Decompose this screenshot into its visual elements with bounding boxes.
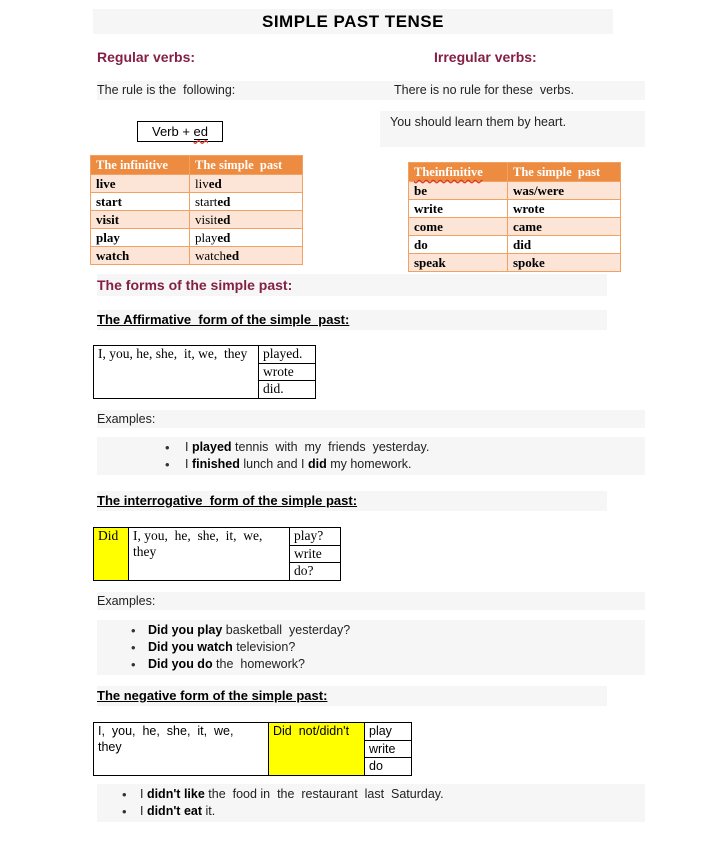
verb-form-cell: write bbox=[290, 545, 341, 563]
interrogative-form-table bbox=[93, 527, 341, 581]
regular-rule-text: The rule is the following: bbox=[97, 83, 236, 97]
negative-form-table bbox=[93, 722, 412, 776]
learn-note-row bbox=[380, 111, 645, 147]
irregular-verbs-table bbox=[408, 162, 621, 272]
example-sentence: • Did you watch television? bbox=[97, 639, 645, 656]
verb-form-cell: play? bbox=[290, 528, 341, 546]
subject-pronouns-cell: I, you, he, she, it, we, they bbox=[129, 528, 290, 581]
affirmative-examples-list bbox=[97, 437, 645, 475]
form-table-row bbox=[94, 346, 316, 364]
forms-section-heading: The forms of the simple past: bbox=[97, 274, 607, 296]
subject-pronouns-cell: I, you, he, she, it, we, they bbox=[94, 723, 269, 776]
irregular-col-infinitive-header: Theinfinitive bbox=[409, 163, 508, 182]
simple-past-cell: came bbox=[508, 218, 621, 236]
irregular-table-row bbox=[409, 254, 621, 272]
verb-form-cell: wrote bbox=[259, 363, 316, 381]
past-ed-suffix: ed bbox=[217, 211, 231, 227]
infinitive-cell: live bbox=[91, 175, 190, 193]
regular-table-row bbox=[91, 229, 303, 247]
irregular-table-row bbox=[409, 218, 621, 236]
infinitive-cell: come bbox=[409, 218, 508, 236]
verb-form-cell: do bbox=[365, 758, 412, 776]
past-stem: visit bbox=[195, 211, 218, 227]
past-stem: play bbox=[195, 229, 218, 245]
regular-table-header-row bbox=[91, 156, 303, 175]
form-table-row bbox=[94, 723, 412, 741]
irregular-note-2: You should learn them by heart. bbox=[390, 115, 567, 129]
regular-table-row bbox=[91, 211, 303, 229]
past-stem: watch bbox=[195, 247, 227, 263]
irregular-verbs-heading: Irregular verbs: bbox=[434, 49, 537, 65]
irregular-table-row bbox=[409, 200, 621, 218]
irregular-col-simple-past-header: The simple past bbox=[508, 163, 621, 182]
verb-form-cell: write bbox=[365, 740, 412, 758]
infinitive-cell: speak bbox=[409, 254, 508, 272]
simple-past-cell: was/were bbox=[508, 182, 621, 200]
regular-table-row bbox=[91, 193, 303, 211]
regular-table-row bbox=[91, 175, 303, 193]
verb-form-cell: play bbox=[365, 723, 412, 741]
negative-heading: The negative form of the simple past: bbox=[97, 686, 607, 706]
infinitive-cell: visit bbox=[91, 211, 190, 229]
past-ed-suffix: ed bbox=[226, 247, 240, 263]
infinitive-cell: start bbox=[91, 193, 190, 211]
form-table-row bbox=[94, 528, 341, 546]
simple-past-cell bbox=[190, 211, 303, 229]
past-stem: liv bbox=[195, 175, 209, 191]
interrogative-heading: The interrogative form of the simple past: bbox=[97, 491, 607, 511]
past-stem: start bbox=[195, 193, 218, 209]
examples-label: Examples: bbox=[97, 592, 645, 610]
past-ed-suffix: ed bbox=[217, 229, 231, 245]
examples-label: Examples: bbox=[97, 410, 645, 428]
example-sentence: • Did you play basketball yesterday? bbox=[97, 622, 645, 639]
interrogative-examples-list bbox=[97, 620, 645, 675]
simple-past-cell: did bbox=[508, 236, 621, 254]
subject-pronouns-cell: I, you, he, she, it, we, they bbox=[94, 346, 259, 399]
simple-past-cell: spoke bbox=[508, 254, 621, 272]
negative-examples-list bbox=[97, 784, 645, 822]
verb-ed-rule-box bbox=[137, 121, 223, 142]
past-ed-suffix: ed bbox=[208, 175, 222, 191]
example-sentence: • I didn't like the food in the restaurant last Saturday. bbox=[97, 786, 645, 803]
infinitive-cell: watch bbox=[91, 247, 190, 265]
verb-form-cell: played. bbox=[259, 346, 316, 364]
infinitive-cell: write bbox=[409, 200, 508, 218]
regular-verbs-table bbox=[90, 155, 303, 265]
past-ed-suffix: ed bbox=[217, 193, 231, 209]
irregular-table-header-row bbox=[409, 163, 621, 182]
verb-form-cell: do? bbox=[290, 563, 341, 581]
page-title: SIMPLE PAST TENSE bbox=[93, 9, 613, 34]
verb-form-cell: did. bbox=[259, 381, 316, 399]
auxiliary-did-cell: Did bbox=[94, 528, 129, 581]
regular-verbs-heading: Regular verbs: bbox=[97, 49, 196, 65]
simple-past-cell bbox=[190, 175, 303, 193]
rule-row bbox=[97, 81, 645, 100]
example-sentence: • I finished lunch and I did my homework. bbox=[97, 456, 645, 473]
regular-col-infinitive-header: The infinitive bbox=[91, 156, 190, 175]
verb-box-prefix: Verb + bbox=[151, 124, 194, 139]
regular-col-simple-past-header: The simple past bbox=[190, 156, 303, 175]
affirmative-form-table bbox=[93, 345, 316, 399]
simple-past-cell bbox=[190, 247, 303, 265]
infinitive-cell: play bbox=[91, 229, 190, 247]
irregular-table-row bbox=[409, 182, 621, 200]
simple-past-cell bbox=[190, 193, 303, 211]
example-sentence: • I played tennis with my friends yesterday. bbox=[97, 439, 645, 456]
verb-box-ed-suffix: ed bbox=[193, 124, 209, 139]
simple-past-cell: wrote bbox=[508, 200, 621, 218]
example-sentence: • I didn't eat it. bbox=[97, 803, 645, 820]
irregular-note-1: There is no rule for these verbs. bbox=[394, 83, 574, 97]
simple-past-cell bbox=[190, 229, 303, 247]
infinitive-cell: be bbox=[409, 182, 508, 200]
regular-table-row bbox=[91, 247, 303, 265]
did-not-cell: Did not/didn't bbox=[269, 723, 365, 776]
affirmative-heading: The Affirmative form of the simple past: bbox=[97, 310, 607, 330]
irregular-table-row bbox=[409, 236, 621, 254]
infinitive-cell: do bbox=[409, 236, 508, 254]
example-sentence: • Did you do the homework? bbox=[97, 656, 645, 673]
